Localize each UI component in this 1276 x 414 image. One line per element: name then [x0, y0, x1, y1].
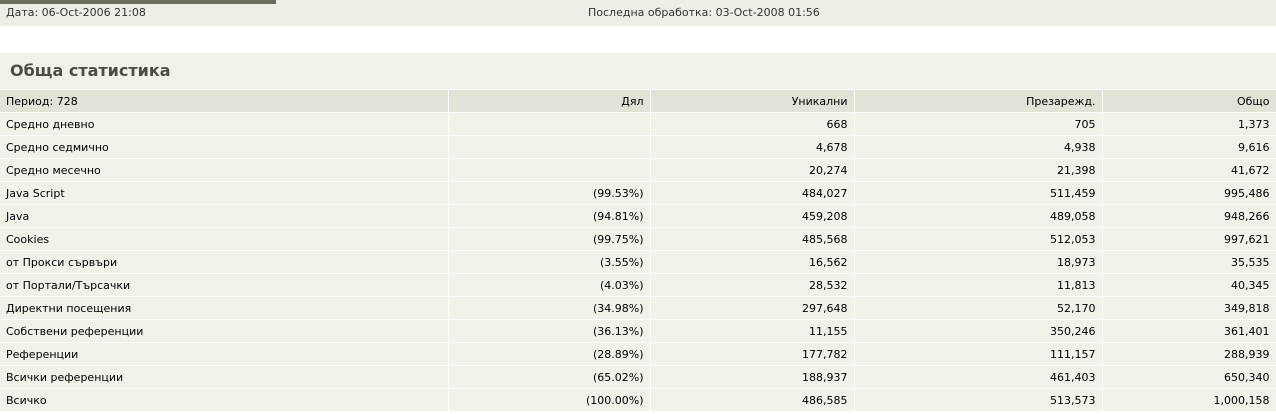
- row-share: (99.53%): [448, 182, 650, 205]
- row-total: 288,939: [1102, 343, 1276, 366]
- row-unique: 297,648: [650, 297, 854, 320]
- row-reload: 18,973: [854, 251, 1102, 274]
- row-label: Всички референции: [0, 366, 448, 389]
- row-unique: 11,155: [650, 320, 854, 343]
- row-total: 41,672: [1102, 159, 1276, 182]
- row-unique: 486,585: [650, 389, 854, 412]
- row-unique: 188,937: [650, 366, 854, 389]
- table-body: [0, 113, 1276, 412]
- general-statistics-table: [0, 90, 1276, 412]
- spacer: [0, 27, 1276, 53]
- row-label: Всичко: [0, 389, 448, 412]
- row-label: от Прокси сървъри: [0, 251, 448, 274]
- row-label: Java: [0, 205, 448, 228]
- row-share: (4.03%): [448, 274, 650, 297]
- row-total: 361,401: [1102, 320, 1276, 343]
- table-header: [0, 90, 1276, 113]
- column-header-total: Общо: [1102, 90, 1276, 113]
- report-date: Дата: 06-Oct-2006 21:08: [6, 6, 146, 19]
- row-total: 9,616: [1102, 136, 1276, 159]
- row-share: [448, 159, 650, 182]
- table-row: [0, 343, 1276, 366]
- row-reload: 513,573: [854, 389, 1102, 412]
- table-row: [0, 228, 1276, 251]
- column-header-period: Период: 728: [0, 90, 448, 113]
- row-label: Cookies: [0, 228, 448, 251]
- table-row: [0, 297, 1276, 320]
- row-label: Средно дневно: [0, 113, 448, 136]
- table-row: [0, 182, 1276, 205]
- row-share: (36.13%): [448, 320, 650, 343]
- row-total: 650,340: [1102, 366, 1276, 389]
- row-unique: 459,208: [650, 205, 854, 228]
- row-unique: 485,568: [650, 228, 854, 251]
- row-unique: 668: [650, 113, 854, 136]
- row-total: 1,000,158: [1102, 389, 1276, 412]
- row-unique: 177,782: [650, 343, 854, 366]
- row-share: (100.00%): [448, 389, 650, 412]
- table-row: [0, 320, 1276, 343]
- row-reload: 111,157: [854, 343, 1102, 366]
- table-row: [0, 389, 1276, 412]
- row-total: 35,535: [1102, 251, 1276, 274]
- row-label: Директни посещения: [0, 297, 448, 320]
- accent-strip: [0, 0, 276, 4]
- row-reload: 52,170: [854, 297, 1102, 320]
- row-reload: 511,459: [854, 182, 1102, 205]
- row-total: 349,818: [1102, 297, 1276, 320]
- row-share: (65.02%): [448, 366, 650, 389]
- last-processed-date: Последна обработка: 03-Oct-2008 01:56: [588, 6, 820, 19]
- row-label: от Портали/Търсачки: [0, 274, 448, 297]
- row-total: 995,486: [1102, 182, 1276, 205]
- table-header-row: [0, 90, 1276, 113]
- row-reload: 4,938: [854, 136, 1102, 159]
- row-reload: 21,398: [854, 159, 1102, 182]
- row-total: 40,345: [1102, 274, 1276, 297]
- row-reload: 461,403: [854, 366, 1102, 389]
- column-header-reload: Презарежд.: [854, 90, 1102, 113]
- table-row: [0, 113, 1276, 136]
- row-reload: 705: [854, 113, 1102, 136]
- row-total: 997,621: [1102, 228, 1276, 251]
- row-reload: 489,058: [854, 205, 1102, 228]
- row-total: 1,373: [1102, 113, 1276, 136]
- general-statistics-section: [0, 53, 1276, 412]
- row-share: (3.55%): [448, 251, 650, 274]
- row-share: (99.75%): [448, 228, 650, 251]
- page-title: Обща статистика: [0, 53, 1276, 90]
- row-unique: 20,274: [650, 159, 854, 182]
- row-total: 948,266: [1102, 205, 1276, 228]
- row-unique: 484,027: [650, 182, 854, 205]
- row-unique: 16,562: [650, 251, 854, 274]
- row-share: (34.98%): [448, 297, 650, 320]
- row-unique: 4,678: [650, 136, 854, 159]
- column-header-share: Дял: [448, 90, 650, 113]
- table-row: [0, 205, 1276, 228]
- row-share: (94.81%): [448, 205, 650, 228]
- table-row: [0, 274, 1276, 297]
- row-label: Java Script: [0, 182, 448, 205]
- top-info-bar: [0, 0, 1276, 27]
- row-reload: 350,246: [854, 320, 1102, 343]
- row-label: Собствени референции: [0, 320, 448, 343]
- row-unique: 28,532: [650, 274, 854, 297]
- table-row: [0, 159, 1276, 182]
- table-row: [0, 366, 1276, 389]
- row-label: Средно седмично: [0, 136, 448, 159]
- row-share: [448, 113, 650, 136]
- column-header-unique: Уникални: [650, 90, 854, 113]
- row-reload: 11,813: [854, 274, 1102, 297]
- table-row: [0, 251, 1276, 274]
- row-share: [448, 136, 650, 159]
- row-share: (28.89%): [448, 343, 650, 366]
- row-label: Референции: [0, 343, 448, 366]
- table-row: [0, 136, 1276, 159]
- row-label: Средно месечно: [0, 159, 448, 182]
- row-reload: 512,053: [854, 228, 1102, 251]
